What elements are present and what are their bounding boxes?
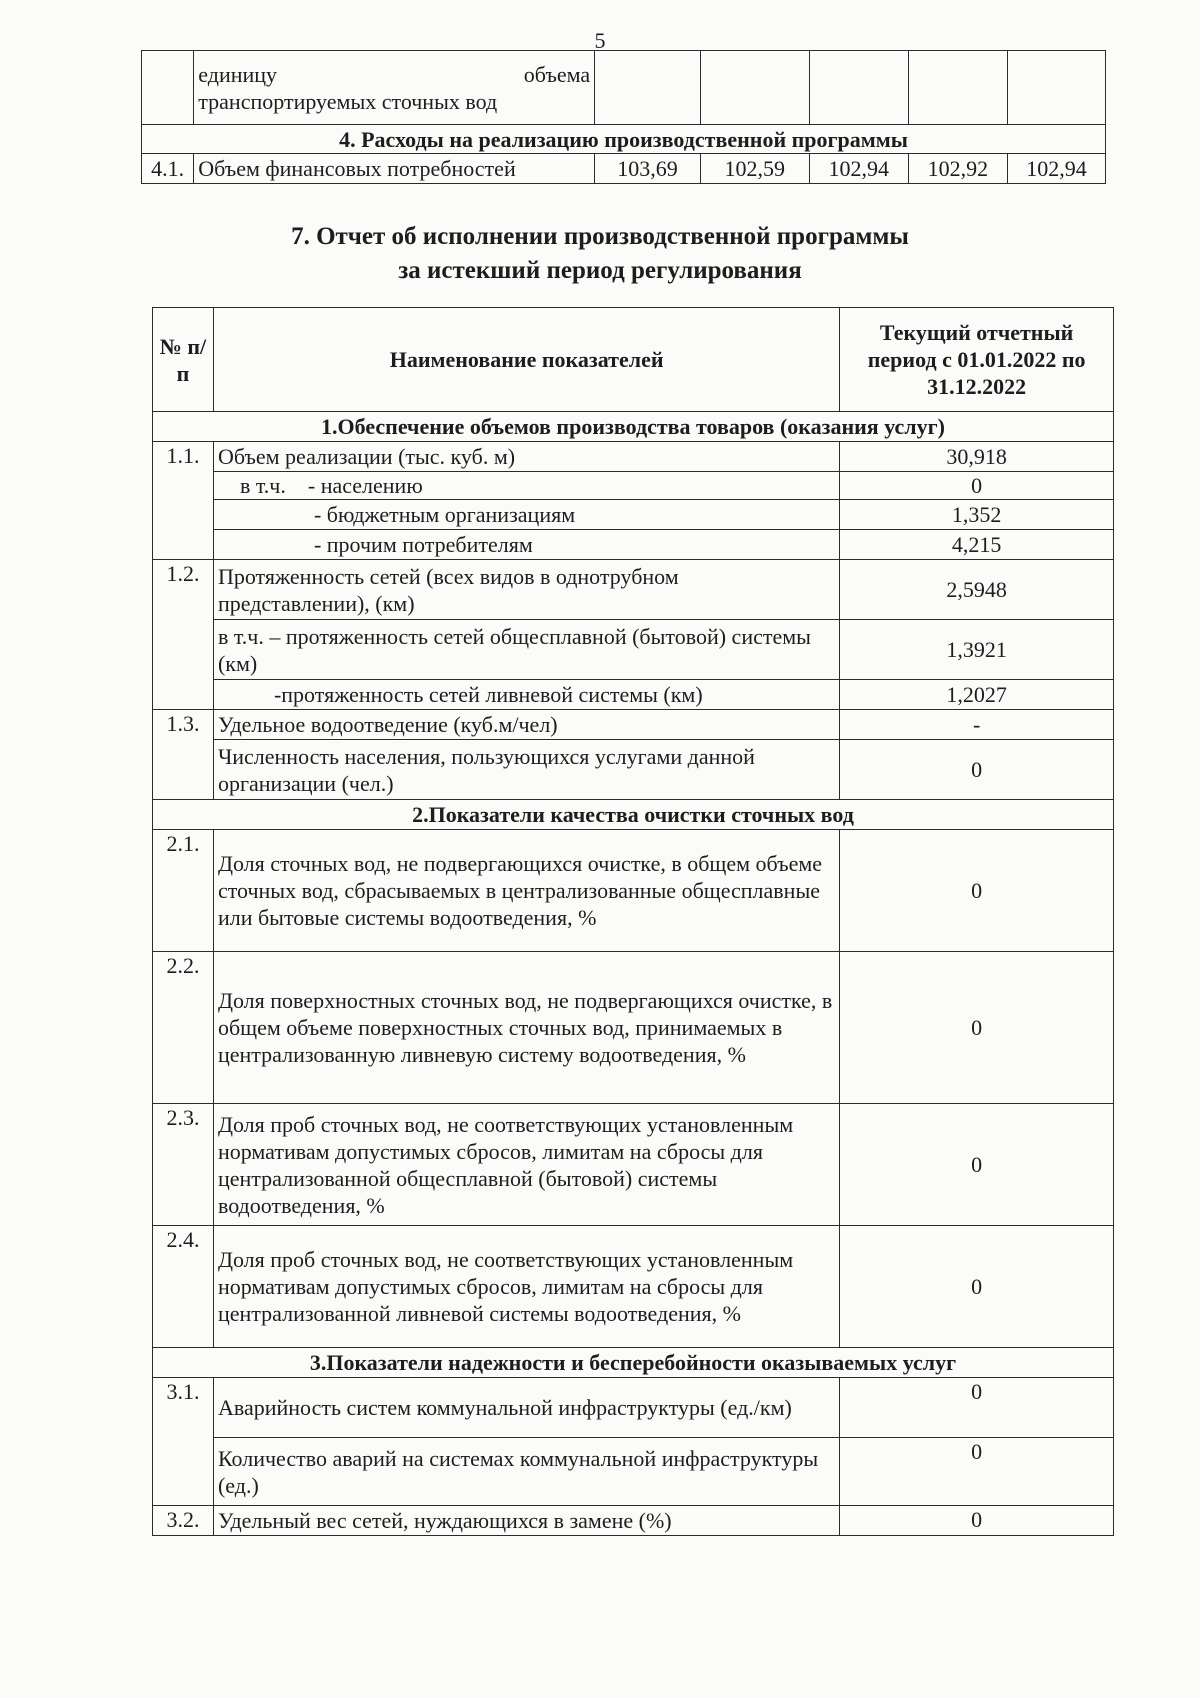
row-text: объема (523, 61, 591, 87)
report-table (152, 307, 1114, 1536)
value-cell: 0 (840, 740, 1114, 800)
row-label: в т.ч. – протяженность сетей общесплавной (бытовой) системы (км) (213, 620, 839, 680)
table-row (153, 740, 1114, 800)
row-text: единицу (198, 61, 278, 87)
value-cell: 0 (840, 472, 1114, 500)
row-number: 3.1. (153, 1378, 214, 1506)
row-number: 1.3. (153, 710, 214, 800)
table-row (153, 442, 1114, 472)
header-row (153, 308, 1114, 412)
section-heading: 1.Обеспечение объемов производства товаров (оказания услуг) (153, 412, 1114, 442)
value-cell: - (840, 710, 1114, 740)
value-cell: 2,5948 (840, 560, 1114, 620)
row-number: 1.1. (153, 442, 214, 560)
row-label: - прочим потребителям (213, 530, 839, 560)
table-row (153, 710, 1114, 740)
row-number: 2.4. (153, 1226, 214, 1348)
table-row (153, 830, 1114, 952)
row-number: 4.1. (142, 154, 194, 184)
table-row (153, 500, 1114, 530)
row-label: Численность населения, пользующихся услугами данной организации (чел.) (213, 740, 839, 800)
table-row (153, 620, 1114, 680)
value-cell: 1,352 (840, 500, 1114, 530)
table-row (153, 530, 1114, 560)
row-number: 2.3. (153, 1104, 214, 1226)
section-heading: 2.Показатели качества очистки сточных вод (153, 800, 1114, 830)
section-heading: 3.Показатели надежности и бесперебойности оказываемых услуг (153, 1348, 1114, 1378)
top-table (141, 50, 1106, 184)
value-cell: 103,69 (595, 154, 701, 184)
section-title (0, 220, 1200, 288)
row-label: -протяженность сетей ливневой системы (км) (213, 680, 839, 710)
row-number: 3.2. (153, 1506, 214, 1536)
value-cell: 102,94 (809, 154, 908, 184)
table-row (153, 560, 1114, 620)
row-number: 2.1. (153, 830, 214, 952)
value-cell: 0 (840, 1104, 1114, 1226)
value-cell: 0 (840, 1506, 1114, 1536)
row-label: Удельное водоотведение (куб.м/чел) (213, 710, 839, 740)
row-number: 1.2. (153, 560, 214, 710)
value-cell: 0 (840, 830, 1114, 952)
title-line: за истекший период регулирования (398, 257, 802, 284)
table-row (153, 1378, 1114, 1438)
row-label: - бюджетным организациям (213, 500, 839, 530)
row-label: Доля проб сточных вод, не соответствующих установленным нормативам допустимых сбросов, лимитам на сбросы для централизованной общесплавной (бытовой) системы водоотведения, % (213, 1104, 839, 1226)
table-row (153, 1104, 1114, 1226)
row-label: - населению (307, 473, 423, 498)
value-cell: 0 (840, 952, 1114, 1104)
value-cell: 0 (840, 1226, 1114, 1348)
page-number: 5 (594, 28, 606, 53)
value-cell: 102,92 (908, 154, 1007, 184)
row-label: Доля проб сточных вод, не соответствующих установленным нормативам допустимых сбросов, лимитам на сбросы для централизованной ливневой системы водоотведения, % (213, 1226, 839, 1348)
table-row (153, 1438, 1114, 1506)
row-prefix: в т.ч. (239, 473, 286, 498)
row-label: Объем реализации (тыс. куб. м) (213, 442, 839, 472)
value-cell: 1,3921 (840, 620, 1114, 680)
row-label: Количество аварий на системах коммунальной инфраструктуры (ед.) (213, 1438, 839, 1506)
value-cell: 1,2027 (840, 680, 1114, 710)
table-row (153, 680, 1114, 710)
value-cell: 30,918 (840, 442, 1114, 472)
row-label: Аварийность систем коммунальной инфраструктуры (ед./км) (213, 1378, 839, 1438)
row-text: транспортируемых сточных вод (198, 88, 498, 114)
table-row (153, 1226, 1114, 1348)
row-number: 2.2. (153, 952, 214, 1104)
section-heading: 4. Расходы на реализацию производственной программы (142, 125, 1106, 154)
row-label: Доля поверхностных сточных вод, не подвергающихся очистке, в общем объеме поверхностных сточных вод, принимаемых в централизованную ливневую систему водоотведения, % (213, 952, 839, 1104)
header-num: № п/п (153, 308, 214, 412)
header-name: Наименование показателей (213, 308, 839, 412)
table-row (153, 952, 1114, 1104)
value-cell: 0 (840, 1378, 1114, 1438)
value-cell: 0 (840, 1438, 1114, 1506)
row-label: Объем финансовых потребностей (194, 154, 595, 184)
value-cell: 102,59 (700, 154, 809, 184)
table-row (142, 154, 1106, 184)
value-cell: 4,215 (840, 530, 1114, 560)
value-cell: 102,94 (1007, 154, 1105, 184)
table-row (153, 1506, 1114, 1536)
table-row (142, 51, 1106, 125)
table-row (153, 472, 1114, 500)
row-label: Удельный вес сетей, нуждающихся в замене (%) (213, 1506, 839, 1536)
row-label: Доля сточных вод, не подвергающихся очистке, в общем объеме сточных вод, сбрасываемых в централизованные общесплавные или бытовые системы водоотведения, % (213, 830, 839, 952)
title-line: 7. Отчет об исполнении производственной программы (291, 223, 909, 250)
header-period: Текущий отчетный период с 01.01.2022 по 31.12.2022 (840, 308, 1114, 412)
row-label: Протяженность сетей (всех видов в однотрубном представлении), (км) (213, 560, 839, 620)
